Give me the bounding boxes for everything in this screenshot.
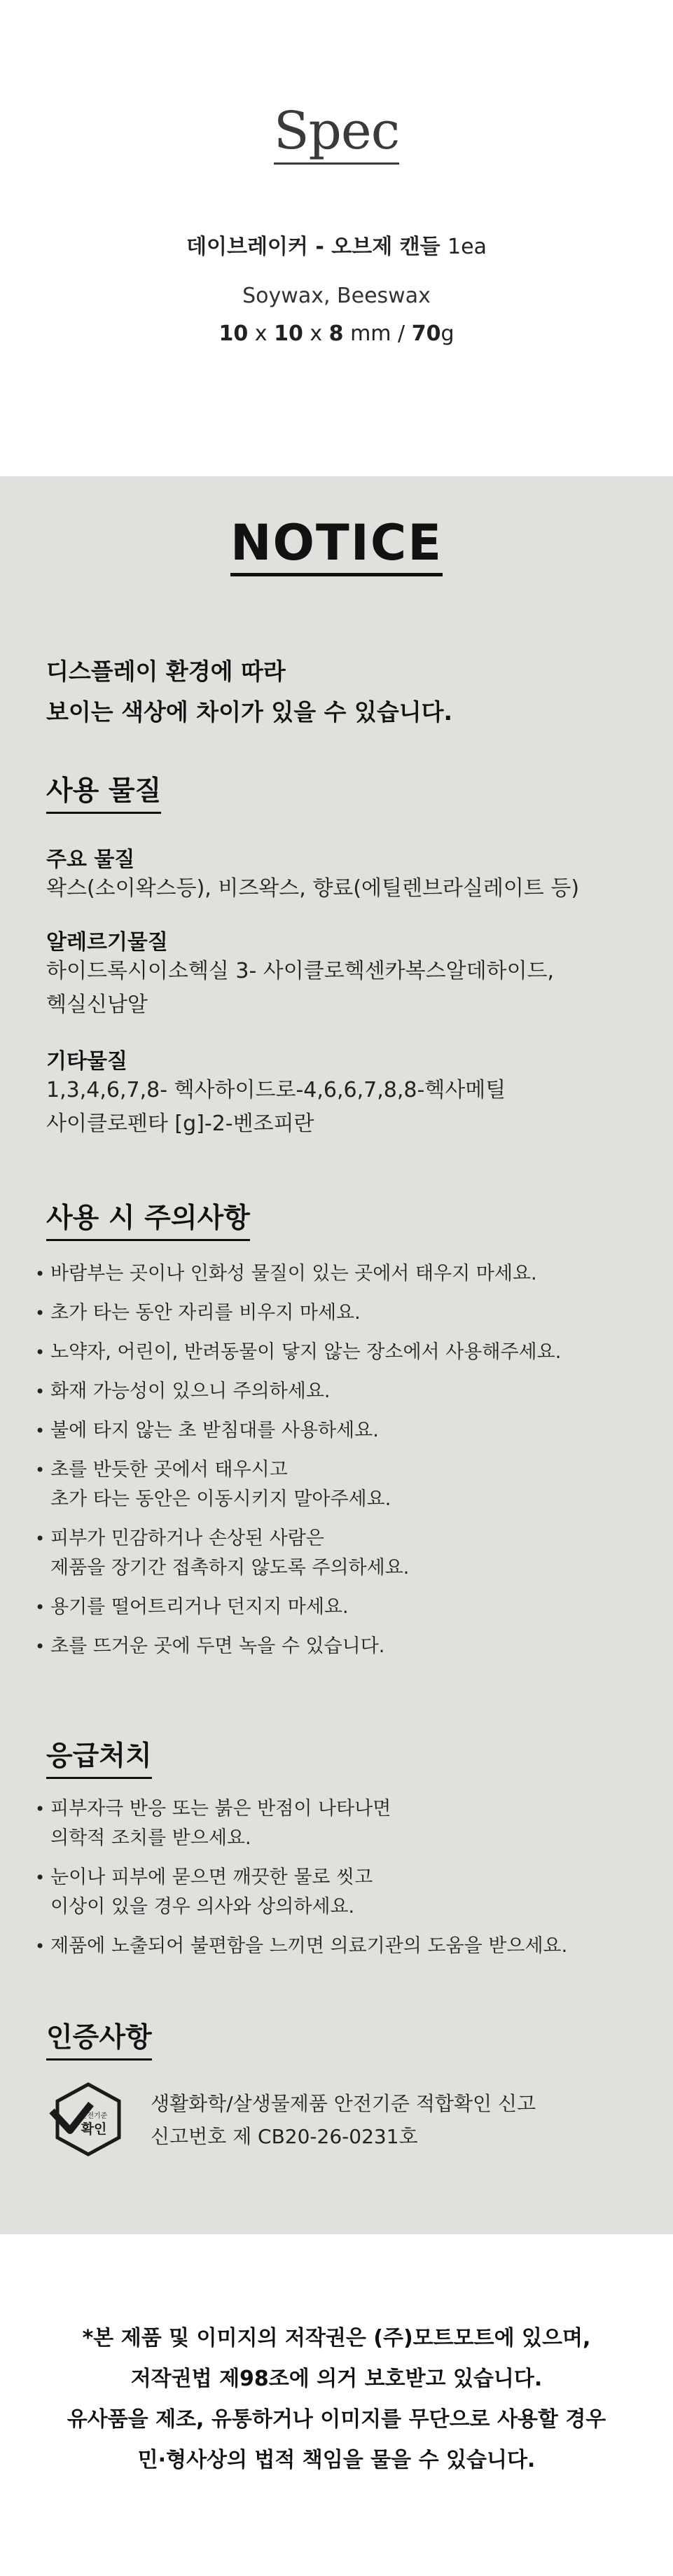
caution-item: • 노약자, 어린이, 반려동물이 닿지 않는 장소에서 사용해주세요. <box>35 1338 561 1367</box>
copyright-notice <box>0 2318 673 2481</box>
caution-item: • 초를 반듯한 곳에서 태우시고 초가 타는 동안은 이동시키지 말아주세요. <box>35 1455 561 1514</box>
size-sep: x <box>248 321 275 346</box>
logo-small-text: 안전기준 <box>80 2112 108 2120</box>
first-aid-heading: 응급처치 <box>46 1743 152 1779</box>
copyright-line: 저작권법 제98조에 의거 보호받고 있습니다. <box>130 2367 543 2391</box>
product-name-line <box>0 237 673 258</box>
caution-item: • 용기를 떨어트리거나 던지지 마세요. <box>35 1593 561 1622</box>
copyright-section <box>0 2234 673 2576</box>
cautions-list <box>35 1259 561 1671</box>
first-aid-item: • 눈이나 피부에 묻으면 깨끗한 물로 씻고 이상이 있을 경우 의사와 상의하세요. <box>35 1863 567 1922</box>
caution-item: • 화재 가능성이 있으니 주의하세요. <box>35 1377 561 1406</box>
product-name: 데이브레이커 - 오브제 캔들 <box>186 235 440 259</box>
product-material: Soywax, Beeswax <box>242 284 431 308</box>
other-materials-label: 기타물질 <box>46 1049 127 1074</box>
display-disclaimer <box>46 651 452 733</box>
size-weight: 70 <box>411 321 441 346</box>
safety-standard-check-icon <box>49 2080 127 2159</box>
allergens-label: 알레르기물질 <box>46 930 168 955</box>
size-height: 8 <box>328 321 344 346</box>
first-aid-item: • 제품에 노출되어 불편함을 느끼면 의료기관의 도움을 받으세요. <box>35 1932 567 1961</box>
safety-check-logo-svg <box>49 2080 127 2159</box>
logo-big-text: 확인 <box>81 2121 107 2137</box>
other-materials-text: 1,3,4,6,7,8- 헥사하이드로-4,6,6,7,8,8-헥사메틸 사이클로펜타 [g]-2-벤조피란 <box>46 1078 506 1136</box>
copyright-line: 유사품을 제조, 유통하거나 이미지를 무단으로 사용할 경우 <box>67 2407 606 2432</box>
caution-item: • 바람부는 곳이나 인화성 물질이 있는 곳에서 태우지 마세요. <box>35 1259 561 1289</box>
disclaimer-line: 디스플레이 환경에 따라 <box>46 658 286 685</box>
product-qty: 1ea <box>447 235 487 259</box>
caution-item: • 불에 타지 않는 초 받침대를 사용하세요. <box>35 1416 561 1446</box>
spec-title: Spec <box>0 105 673 165</box>
certification-text <box>151 2087 536 2153</box>
certification-line: 생활화학/살생물제품 안전기준 적합확인 신고 <box>151 2092 536 2115</box>
spec-section <box>0 0 673 476</box>
notice-title: NOTICE <box>0 518 673 576</box>
main-materials-label: 주요 물질 <box>46 847 135 872</box>
allergens-text: 하이드록시이소헥실 3- 사이클로헥센카복스알데하이드, 헥실신남알 <box>46 959 555 1017</box>
certification-heading: 인증사항 <box>46 2024 152 2061</box>
notice-section <box>0 476 673 2234</box>
disclaimer-line: 보이는 색상에 차이가 있을 수 있습니다. <box>46 698 453 726</box>
size-unit: mm / <box>343 321 412 346</box>
copyright-line: 민·형사상의 법적 책임을 물을 수 있습니다. <box>137 2448 536 2472</box>
materials-heading: 사용 물질 <box>46 777 161 814</box>
first-aid-item: • 피부자극 반응 또는 붉은 반점이 나타나면 의학적 조치를 받으세요. <box>35 1794 567 1853</box>
caution-item: • 초가 타는 동안 자리를 비우지 마세요. <box>35 1299 561 1328</box>
size-sep: x <box>303 321 329 346</box>
size-width: 10 <box>218 321 249 346</box>
cautions-heading: 사용 시 주의사항 <box>46 1205 250 1241</box>
weight-unit: g <box>440 321 455 346</box>
main-materials-text: 왁스(소이왁스등), 비즈왁스, 향료(에틸렌브라실레이트 등) <box>46 876 580 901</box>
caution-item: • 피부가 민감하거나 손상된 사람은 제품을 장기간 접촉하지 않도록 주의하세요. <box>35 1524 561 1583</box>
size-depth: 10 <box>274 321 303 346</box>
certification-number: 신고번호 제 CB20-26-0231호 <box>151 2125 418 2148</box>
first-aid-list <box>35 1794 567 1971</box>
copyright-line: *본 제품 및 이미지의 저작권은 (주)모트모트에 있으며, <box>82 2326 591 2350</box>
certification-block <box>49 2080 630 2164</box>
caution-item: • 초를 뜨거운 곳에 두면 녹을 수 있습니다. <box>35 1632 561 1661</box>
product-size <box>0 321 673 346</box>
